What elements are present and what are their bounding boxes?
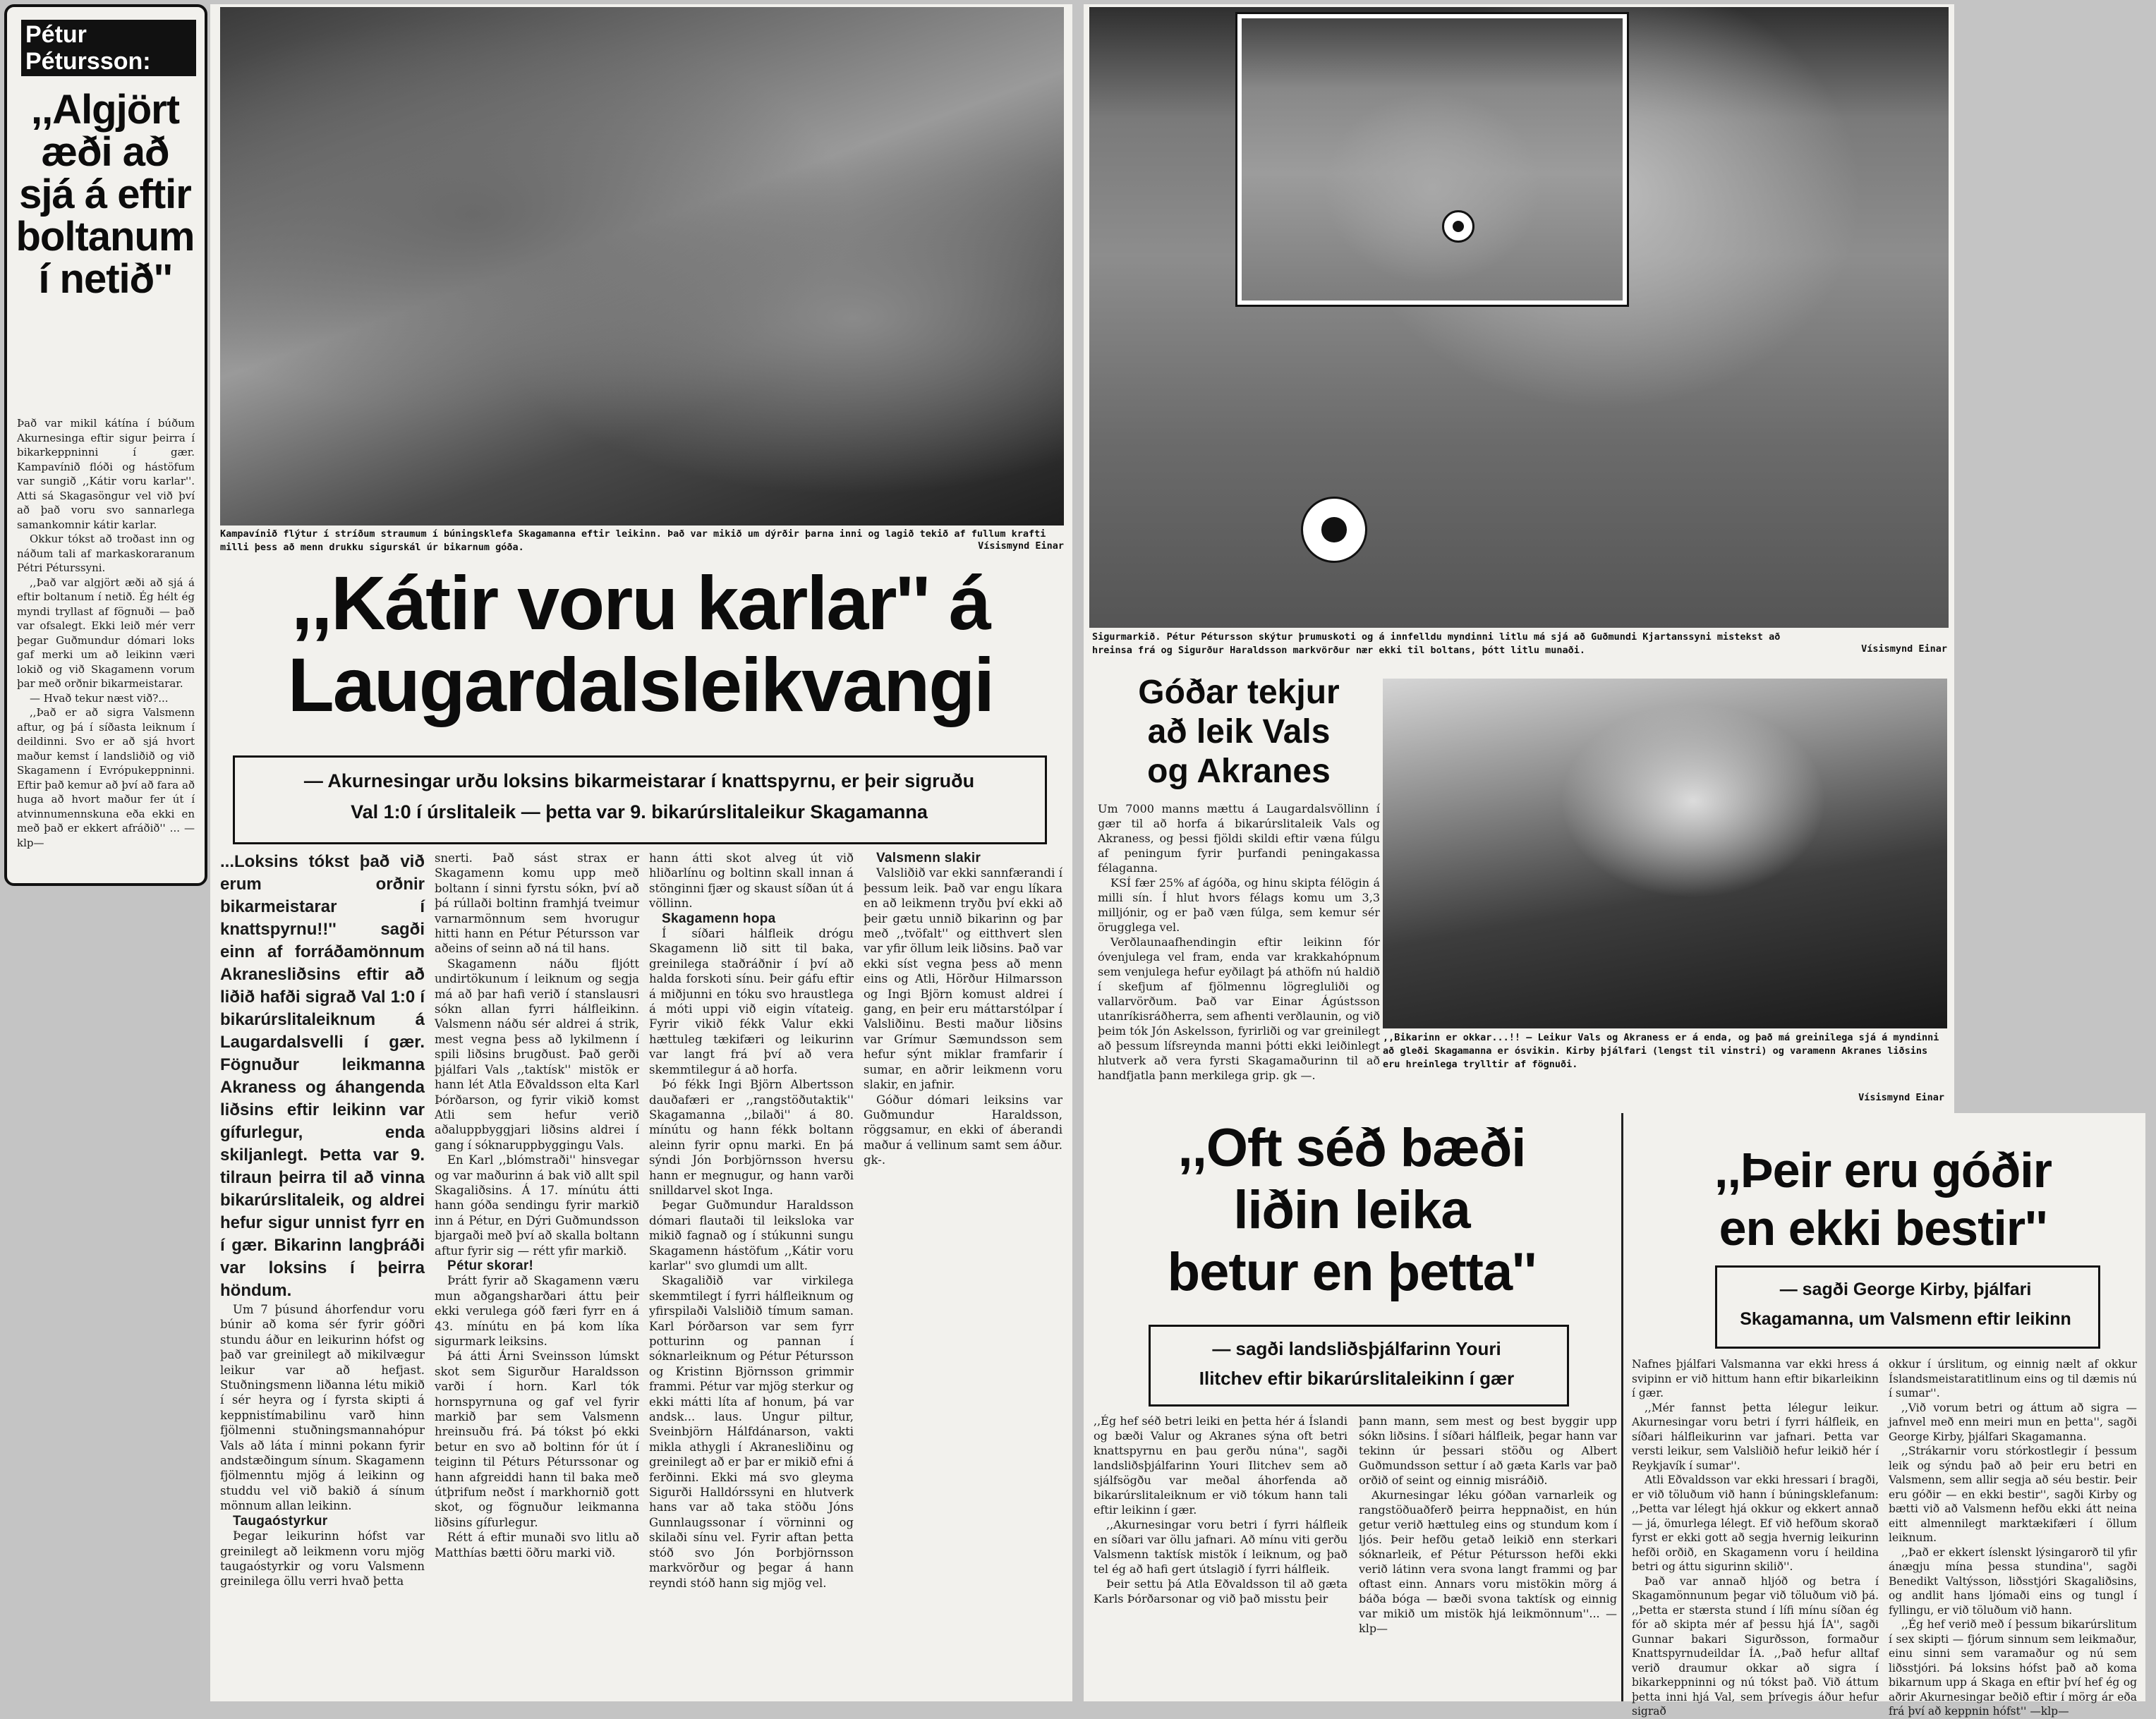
main-headline-line1: ,,Kátir voru karlar'' á xyxy=(291,560,990,645)
goal-inset-photo xyxy=(1237,14,1627,305)
youri-interview-clip xyxy=(1084,1113,1628,1701)
main-col1-paragraph: ...Loksins tókst það við erum orðnir bikarmeistarar í knattspyrnu!!'' sagði einn af forráðamönnum Akranesliðsins eftir að liðið hafði sigrað Val 1:0 í bikarúrslitaleiknum á Laugardalsvelli í gær. Fögnuður leikmanna Akraness og áhangenda liðsins eftir leikinn var gífurlegur, enda skiljanlegt. Þetta var 9. tilraun þeirra til að vinna bikarúrslitaleik, og aldrei hefur sigur unnist fyrr en í gær. Bikarinn langþráði var loksins í þeirra höndum. xyxy=(220,852,425,1300)
youri-paragraph: ,,Akurnesingar voru betri í fyrri hálfleik en síðari var öllu jafnari. Að mínu viti gerðu Valsmenn taktísk mistök í leiknum, og það tel ég að hafi gert útslagið í fyrri hálfleik. xyxy=(1094,1518,1348,1576)
ball-main xyxy=(1301,497,1367,563)
sidebar-paragraph: Það var mikil kátína í búðum Akurnesinga eftir sigur þeirra í bikarkeppninni í gær. Kampavínið flóði og hástöfum var sungið ,,Kátir voru karlar''. Atti sá Skagasöngur vel við því að það voru svo sannarlega samankomnir kátir karlar. xyxy=(17,417,195,531)
youri-column-2 xyxy=(1359,1414,1617,1636)
youri-headline-line1: ,,Oft séð bæði xyxy=(1177,1118,1526,1178)
main-col3-paragraph: Þó fékk Ingi Björn Albertsson dauðafæri er ,,rangstöðutaktik'' Skagamanna ,,bilaði'' á 80. mínútu og hann fékk boltann aleinn fyrir opnu marki. En þá sýndi Jón Þorbjörnsson hversu hann er megnugur, og hann varði snilldarvel skot Inga. xyxy=(649,1078,854,1197)
kirby-headline-line1: ,,Þeir eru góðir xyxy=(1714,1143,2052,1198)
revenue-paragraph: KSÍ fær 25% af ágóða, og hinu skipta félögin á milli sín. Í hlut hvors félags komu um 3,3 milljónir, og er það væn fúlga, sem kemur sér örugglega vel. xyxy=(1098,876,1380,934)
kirby-headline-line2: en ekki bestir'' xyxy=(1719,1201,2047,1256)
goal-photo-clip xyxy=(1084,4,1954,670)
main-col4-paragraph: Valsliðið var ekki sannfærandi í þessum leik. Það var engu líkara en að leikmenn tryðu því ekki að þeir gætu unnið bikarinn og þar með ,,tvöfalt'' og eitthvert slen var yfir öllum leik liðsins. Það var ekki síst vegna þess að menn eins og Atli, Hörður Hilmarsson og Ingi Björn komust aldrei í gang, en þeir eru máttarstólpar í Valsliðinu. Besti maður liðsins var Grímur Sæmundsson sem hefur sýnt miklar framfarir í sumar, en aðrir leikmenn voru slakir, en jafnir. xyxy=(864,866,1062,1092)
kirby-paragraph: ,,Það er ekkert íslenskt lýsingarorð til yfir ánægju mína þessa stundina'', sagði Benedikt Valtýsson, liðsstjóri Skagaliðsins, og andlit hans ljómaði eins og tungl í fyllingu, er við töluðum við hann. xyxy=(1889,1545,2137,1617)
kirby-paragraph: Það var annað hljóð og betra í Skagamönnunum þegar við töluðum við þá. ,,Þetta er stærsta stund í lífi mínu síðan ég fór að skipta mér af þessu hjá ÍA'', sagði Gunnar bakari Sigurðsson, formaður Knattspyrnudeildar ÍA. ,,Það hefur alltaf verið draumur okkar að sigra í bikarkeppninni og nú tókst það. Við áttum þetta inni hjá Val, sem þrívegis áður hefur sigrað xyxy=(1632,1574,1879,1718)
sidebar-body xyxy=(17,416,195,850)
main-col3-paragraph: Skagaliðið var virkilega skemmtilegt í fyrri hálfleiknum og yfirspilaði Valsliðið tímum saman. Karl Þórðarson var sem fyrr potturinn og pannan í sóknarleiknum og Pétur Pétursson og Kristinn Björnsson grimmir frammi. Pétur var mjög sterkur og ekki mátti líta af honum, þá var andsk... laus. Ungur piltur, Sveinbjörn Hálfdánarson, vakti mikla athygli í Akranesliðinu og greinilegt að er þar er mikið efni á ferðinni. Ekki má svo gleyma Sigurði Halldórssyni en hlutverk hans var að taka stöðu Jóns Gunnlaugssonar í vörninni og skilaði sínu vel. Fyrir aftan þetta stóð svo Jón Þorbjörnsson markvörður og þegar á hann reyndi stóð hann sig mjög vel. xyxy=(649,1274,854,1590)
youri-paragraph: Akurnesingar léku góðan varnarleik og rangstöðuaðferð þeirra heppnaðist, en hún getur verið hættuleg eins og stundum kom í ljós. Þeir hefðu getað leikið enn sterkari sóknarleik, ef Pétur Pétursson hefði ekki verið látinn vera svona langt frammi og þar oftast einn. Annars voru mistökin mörg á báða bóga — bæði svona taktísk og einnig var mikið um mistök hjá leikmönnum''... —klp— xyxy=(1359,1488,1617,1635)
main-col2-paragraph: Skagamenn náðu fljótt undirtökunum í leiknum og segja má að þar hafi verið í stanslausri sókn allan fyrri hálfleikinn. Valsmenn náðu sér aldrei á strik, mest vegna þess að lykilmenn í spili liðsins brugðust. Það gerði þjálfari Vals ,,taktísk'' mistök er hann lét Atla Eðvaldsson elta Karl Þórðarson, og fyrir vikið komst Atli sem hefur verið aðaluppbyggjari liðsins aldrei í gang í sóknaruppbyggingu Vals. xyxy=(435,956,639,1152)
revenue-headline-line2: að leik Vals xyxy=(1147,713,1331,751)
kirby-paragraph: Atli Eðvaldsson var ekki hressari í bragði, er við töluðum við hann í búningsklefanum: ,,Þetta var lélegt hjá okkur og ekkert annað — já, ömurlega lélegt. Ef við hefðum skorað fyrst er ekki gott að segja hvernig leikurinn hefði orðið, en Skagamenn voru í heildina betri og áttu sigurinn skilið''. xyxy=(1632,1474,1879,1573)
revenue-headline-line1: Góðar tekjur xyxy=(1138,674,1340,711)
youri-deck-line2: Ilitchev eftir bikarúrslitaleikinn í gær xyxy=(1199,1368,1515,1389)
main-col2-paragraph: Þrátt fyrir að Skagamenn væru mun aðgangsharðari áttu þeir ekki verulega góð færi fyrr en á 43. mínútu en þá kom líka sigurmark leiksins. xyxy=(435,1274,639,1348)
youri-headline-line3: betur en þetta'' xyxy=(1167,1242,1537,1302)
main-col1-paragraph: Þegar leikurinn hófst var greinilegt að leikmenn voru mjög taugaóstyrkir og voru Valsmenn greinilega öllu verri hvað þetta xyxy=(220,1529,425,1589)
main-article-clip xyxy=(210,4,1072,1701)
sidebar-paragraph: — Hvað tekur næst við?... xyxy=(30,691,169,705)
main-headline-line2: Laugardalsleikvangi xyxy=(287,642,994,727)
main-column-1 xyxy=(220,851,425,1589)
main-col3-paragraph: Þegar Guðmundur Haraldsson dómari flautaði til leiksloka var mikið fagnað og í stúkunni sungu Skagamenn hástöfum ,,Kátir voru karlar'' svo glumdi um allt. xyxy=(649,1198,854,1272)
main-col2-subhead: Pétur skorar! xyxy=(447,1258,534,1273)
sidebar-clip xyxy=(4,4,207,886)
main-deck-line2: Val 1:0 í úrslitaleik — þetta var 9. bikarúrslitaleikur Skagamanna xyxy=(351,801,928,822)
main-col4-subhead: Valsmenn slakir xyxy=(876,851,981,865)
youri-deck-line1: — sagði landsliðsþjálfarinn Youri xyxy=(1212,1338,1501,1359)
youri-column-1 xyxy=(1094,1414,1348,1606)
kirby-paragraph: Nafnes þjálfari Valsmanna var ekki hress á svipinn er við hittum hann eftir bikarleikinn í gær. xyxy=(1632,1358,1879,1399)
bench-credit: Vísismynd Einar xyxy=(1858,1092,1944,1103)
kirby-deck-line2: Skagamanna, um Valsmenn eftir leikinn xyxy=(1740,1309,2071,1329)
revenue-clip xyxy=(1084,670,1954,1113)
youri-headline-line2: liðin leika xyxy=(1233,1180,1470,1240)
goal-credit: Vísismynd Einar xyxy=(1861,643,1947,655)
main-column-2 xyxy=(435,851,639,1560)
revenue-headline-line3: og Akranes xyxy=(1147,753,1331,790)
sidebar-kicker: Pétur Pétursson: xyxy=(21,20,196,76)
main-col2-paragraph: snerti. Það sást strax er Skagamenn komu upp með boltann í sinni fyrstu sókn, því að þá rúllaði boltinn framhjá tveimur varnarmönnum sem hvorugur hitti hann en Pétur Pétursson var aðeins of seinn að ná til hans. xyxy=(435,851,639,956)
main-col2-paragraph: Rétt á eftir munaði svo litlu að Matthías bætti öðru marki við. xyxy=(435,1531,639,1560)
main-column-4 xyxy=(864,851,1062,1168)
main-col3-paragraph: Í síðari hálfleik drógu Skagamenn lið sitt til baka, greinilega staðráðnir í því að halda forskoti sínu. Þeir gáfu eftir á miðjunni en tóku svo hraustlega á móti uppi við eigin vítateig. Fyrir vikið fékk Valur ekki hættuleg tækifæri og leikurinn var langt frá því að vera skemmtilegur á að horfa. xyxy=(649,927,854,1076)
kirby-paragraph: ,,Ég hef verið með í þessum bikarúrslitum í sex skipti — fjórum sinnum sem leikmaður, einu sinni sem varamaður og nú sem liðsstjóri. Þá loksins hófst það að koma bikarnum upp á Skaga en eftir því hef ég og aðrir Akurnesingar beðið eftir í mörg ár eða frá því að keppnin hófst'' —klp— xyxy=(1889,1618,2137,1718)
main-col1-subhead: Taugaóstyrkur xyxy=(233,1513,328,1529)
kirby-paragraph: ,,Við vorum betri og áttum að sigra — jafnvel með enn meiri mun en þetta'', sagði George Kirby, þjálfari Skagamanna. xyxy=(1889,1401,2137,1443)
kirby-column-1 xyxy=(1632,1357,1879,1719)
kirby-interview-clip xyxy=(1621,1113,2145,1718)
main-col3-subhead: Skagamenn hopa xyxy=(662,911,776,926)
main-col2-paragraph: En Karl ,,blómstraði'' hinsvegar og var maðurinn á bak við allt spil Skagaliðsins. Á 17. mínútu átti hann góða sendingu fyrir markið inn á Pétur, en Dýri Guðmundsson bjargaði með því að skalla boltann aftur fyrir sig — rétt yfir markið. xyxy=(435,1153,639,1258)
main-col1-paragraph: Um 7 þúsund áhorfendur voru búnir að koma sér fyrir góðri stundu áður en leikurinn hófst og það var greinilegt að mikilvægur leikur var að hefjast. Stuðningsmenn liðanna létu mikið í sér heyra og í fyrsta skipti á keppnistímabilinu varð hinn fjölmenni stuðningsmannahópur Vals að láta í minni pokann fyrir andstæðingum sínum. Skagamenn fjölmenntu mjög á leikinn og studdu vel við bakið á sínum mönnum allan leikinn. xyxy=(220,1303,425,1513)
goal-caption: Sigurmarkið. Pétur Pétursson skýtur þrumuskoti og á innfelldu myndinni litlu má sjá að Guðmundi Kjartanssyni mistekst að hreinsa frá og Sigurður Haraldsson markvörður nær ekki til boltans, þótt litlu munaði. xyxy=(1092,631,1781,656)
sidebar-headline: ,,Algjört æði að sjá á eftir boltanum í netið'' xyxy=(16,87,195,302)
bench-celebration-photo xyxy=(1383,679,1947,1028)
sidebar-paragraph: Okkur tókst að troðast inn og náðum tali af markaskoraranum Pétri Péturssyni. xyxy=(17,533,195,574)
locker-room-caption: Kampavínið flýtur í stríðum straumum í búningsklefa Skagamanna eftir leikinn. Það var mikið um dýrðir þarna inni og lagið tekið af fullum krafti milli þess að menn drukku sigurskál úr bikarnum góða. xyxy=(220,528,1046,553)
locker-room-credit: Vísismynd Einar xyxy=(978,540,1064,552)
youri-paragraph: Þeir settu þá Atla Eðvaldsson til að gæta Karls Þórðarsonar og við það misstu þeir xyxy=(1094,1577,1348,1605)
sidebar-paragraph: ,,Það er að sigra Valsmenn aftur, og þá í síðasta leiknum í deildinni. Svo er að sjá hvort maður kemst í landsliðið og við Skagamenn í Evrópukeppninni. Eftir það kemur að því að fara að huga að hvort maður fer út í atvinnumennskuna eða ekki en með það er ekkert afráðið'' ... —klp— xyxy=(17,706,195,849)
revenue-body xyxy=(1098,801,1380,1083)
main-column-3 xyxy=(649,851,854,1591)
kirby-paragraph: ,,Mér fannst þetta lélegur leikur. Akurnesingar voru betri í fyrri hálfleik, en síðari hálfleikurinn var jafnari. Þetta var versti leikur, sem Valsliðið hefur leikið hér í Reykjavík í sumar''. xyxy=(1632,1401,1879,1472)
bench-caption: ,,Bikarinn er okkar...!! — Leikur Vals og Akraness er á enda, og það má greinilega sjá á myndinni að gleði Skagamanna er ósvikin. Kirby þjálfari (lengst til vinstri) og varamenn Akranes liðsins eru hreinlega trylltir af fögnuði. xyxy=(1383,1032,1939,1070)
main-deck-line1: — Akurnesingar urðu loksins bikarmeistarar í knattspyrnu, er þeir sigruðu xyxy=(303,770,975,791)
sidebar-paragraph: ,,Það var algjört æði að sjá á eftir boltanum í netið. Ég hélt ég myndi tryllast af fögnuði — það var ofsalegt. Ekki leið mér verr þegar Guðmundur dómari loks gaf merki um að leikinn væri lokið og við Skagamenn vorum þar með orðnir bikarmeistarar. xyxy=(17,576,195,690)
kirby-column-2 xyxy=(1889,1357,2137,1719)
main-col4-paragraph: Góður dómari leiksins var Guðmundur Haraldsson, röggsamur, en ekki of áberandi maður á vellinum samt sem áður. gk-. xyxy=(864,1093,1062,1167)
locker-room-photo xyxy=(220,7,1064,526)
revenue-paragraph: Um 7000 manns mættu á Laugardalsvöllinn í gær til að horfa á bikarúrslitaleik Vals og Akraness, og þessi fjöldi skildi eftir væna fúlgu af peningum fyrir þurfandi peningakassa félaganna. xyxy=(1098,802,1380,875)
youri-paragraph: ,,Ég hef séð betri leiki en þetta hér á Íslandi og bæði Valur og Akranes sýna oft betri knattspyrnu en þau gerðu núna'', sagði landsliðsþjálfarinn Youri Ilitchev sem að sjálfsögðu var meðal áhorfenda að bikarúrslitaleiknum er við tókum hann tali eftir leikinn í gær. xyxy=(1094,1414,1348,1517)
main-col3-paragraph: hann átti skot alveg út við hliðarlínu og boltinn skall innan á stönginni fjær og skaust síðan út á völlinn. xyxy=(649,851,854,911)
youri-paragraph: þann mann, sem mest og best byggir upp sókn liðsins. Í síðari hálfleik, þegar hann var tekinn úr þessari stöðu og Albert Guðmundsson settur í að gæta Karls var það orðið of seint og einnig misráðið. xyxy=(1359,1414,1617,1487)
ball-inset xyxy=(1442,210,1474,243)
kirby-deck-line1: — sagði George Kirby, þjálfari xyxy=(1779,1280,2032,1299)
revenue-paragraph: Verðlaunaafhendingin eftir leikinn fór óvenjulega vel fram, enda var krakkahópnum sem venjulega hefur eyðilagt þá athöfn nú haldið í skefjum af fjölmennu lögregluliði og vallarvörðum. Það var Einar Ágústsson utanríkisráðherra, sem afhenti verðlaunin, og við þeim tók Jón Askelsson, fyrirliði og var greinilegt að þessum lífsreynda manni þótti ekki leiðinlegt hlutverk að vera fyrsti Skagamaðurinn til að handfjatla þann merkilega grip. gk —. xyxy=(1098,935,1380,1082)
kirby-paragraph: ,,Strákarnir voru stórkostlegir í þessum leik og sýndu það að þeir eru betri en Valsmenn, sem allir segja að séu bestir. Þeir eru góðir — en ekki bestir'', sagði Kirby og bætti við að Valsmenn hefðu ekki átt neina eitt almennilegt marktækifæri í öllum leiknum. xyxy=(1889,1445,2137,1544)
kirby-paragraph: okkur í úrslitum, og einnig nælt af okkur Íslandsmeistaratitlinum eins og til dæmis nú í sumar''. xyxy=(1889,1358,2137,1399)
main-col2-paragraph: Þá átti Árni Sveinsson lúmskt skot sem Sigurður Haraldsson varði í horn. Karl tók hornspyrnuna og gaf vel fyrir markið þar sem Valsmenn hreinsuðu frá. Þá tókst þó ekki betur en svo að boltinn fór út í teiginn til Péturs Péturssonar og hann afgreiddi hann til baka með útþrifum neðst í markhornið gott skot, og fögnuður leikmanna liðsins gífurlegur. xyxy=(435,1349,639,1529)
